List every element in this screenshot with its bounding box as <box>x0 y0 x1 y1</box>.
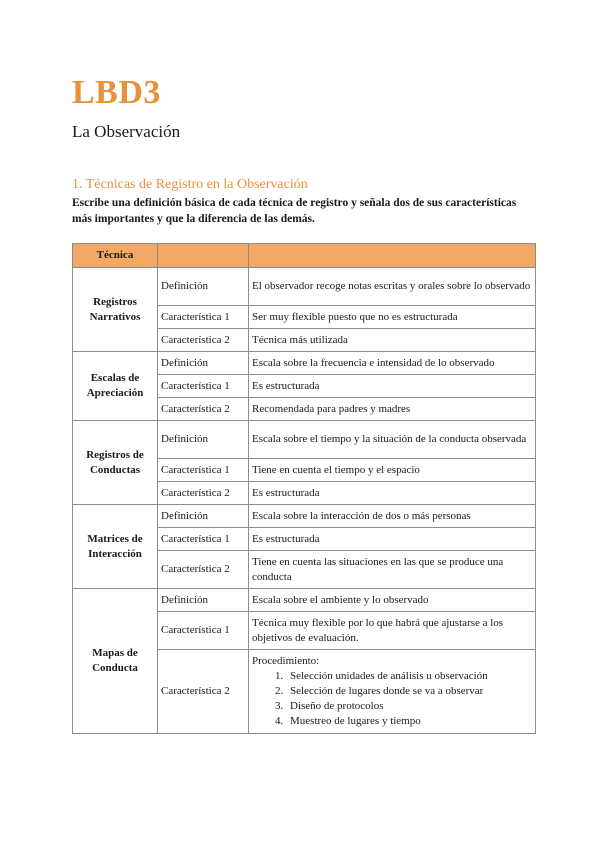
row-label: Definición <box>158 268 249 306</box>
technique-name: Registros Narrativos <box>73 268 158 352</box>
row-label: Característica 1 <box>158 306 249 329</box>
row-value: El observador recoge notas escritas y orales sobre lo observado <box>249 268 536 306</box>
row-label: Característica 1 <box>158 459 249 482</box>
list-item: 1. Selección unidades de análisis u observación <box>286 669 532 684</box>
table-row <box>73 421 536 459</box>
row-label: Definición <box>158 505 249 528</box>
row-label: Característica 1 <box>158 528 249 551</box>
table-row <box>73 268 536 306</box>
row-label: Definición <box>158 352 249 375</box>
row-label: Característica 2 <box>158 398 249 421</box>
row-label: Definición <box>158 589 249 612</box>
table-row <box>73 589 536 612</box>
technique-name: Mapas de Conducta <box>73 589 158 734</box>
row-label: Característica 2 <box>158 482 249 505</box>
row-value: Es estructurada <box>249 528 536 551</box>
row-label: Característica 2 <box>158 650 249 734</box>
row-label: Característica 2 <box>158 329 249 352</box>
row-value: Tiene en cuenta las situaciones en las que se produce una conducta <box>249 551 536 589</box>
list-item: 4. Muestreo de lugares y tiempo <box>286 714 532 729</box>
table-row <box>73 352 536 375</box>
row-label: Definición <box>158 421 249 459</box>
list-item: 2. Selección de lugares donde se va a observar <box>286 684 532 699</box>
procedure-intro: Procedimiento: <box>252 655 320 667</box>
table-header-row <box>73 244 536 268</box>
row-label: Característica 1 <box>158 375 249 398</box>
row-value: Es estructurada <box>249 375 536 398</box>
list-item: 3. Diseño de protocolos <box>286 699 532 714</box>
row-label: Característica 2 <box>158 551 249 589</box>
procedure-list <box>252 669 532 729</box>
technique-name: Matrices de Interacción <box>73 505 158 589</box>
header-blank-2 <box>249 244 536 268</box>
document-subtitle: La Observación <box>72 122 181 141</box>
table-row <box>73 505 536 528</box>
section-heading: 1. Técnicas de Registro en la Observación <box>72 177 308 192</box>
procedure-cell <box>249 650 536 734</box>
row-value: Escala sobre la interacción de dos o más personas <box>249 505 536 528</box>
row-value: Es estructurada <box>249 482 536 505</box>
document-title: LBD3 <box>72 74 161 111</box>
row-value: Recomendada para padres y madres <box>249 398 536 421</box>
row-value: Escala sobre el tiempo y la situación de la conducta observada <box>249 421 536 459</box>
row-value: Técnica muy flexible por lo que habrá que ajustarse a los objetivos de evaluación. <box>249 612 536 650</box>
row-value: Ser muy flexible puesto que no es estructurada <box>249 306 536 329</box>
row-value: Técnica más utilizada <box>249 329 536 352</box>
techniques-table <box>72 243 536 734</box>
instructions-text: Escribe una definición básica de cada técnica de registro y señala dos de sus características más importantes y que la diferencia de las demás. <box>72 197 517 225</box>
row-value: Escala sobre el ambiente y lo observado <box>249 589 536 612</box>
row-value: Tiene en cuenta el tiempo y el espacio <box>249 459 536 482</box>
header-blank-1 <box>158 244 249 268</box>
technique-name: Escalas de Apreciación <box>73 352 158 421</box>
row-value: Escala sobre la frecuencia e intensidad de lo observado <box>249 352 536 375</box>
header-tecnica: Técnica <box>73 244 158 268</box>
row-label: Característica 1 <box>158 612 249 650</box>
technique-name: Registros de Conductas <box>73 421 158 505</box>
